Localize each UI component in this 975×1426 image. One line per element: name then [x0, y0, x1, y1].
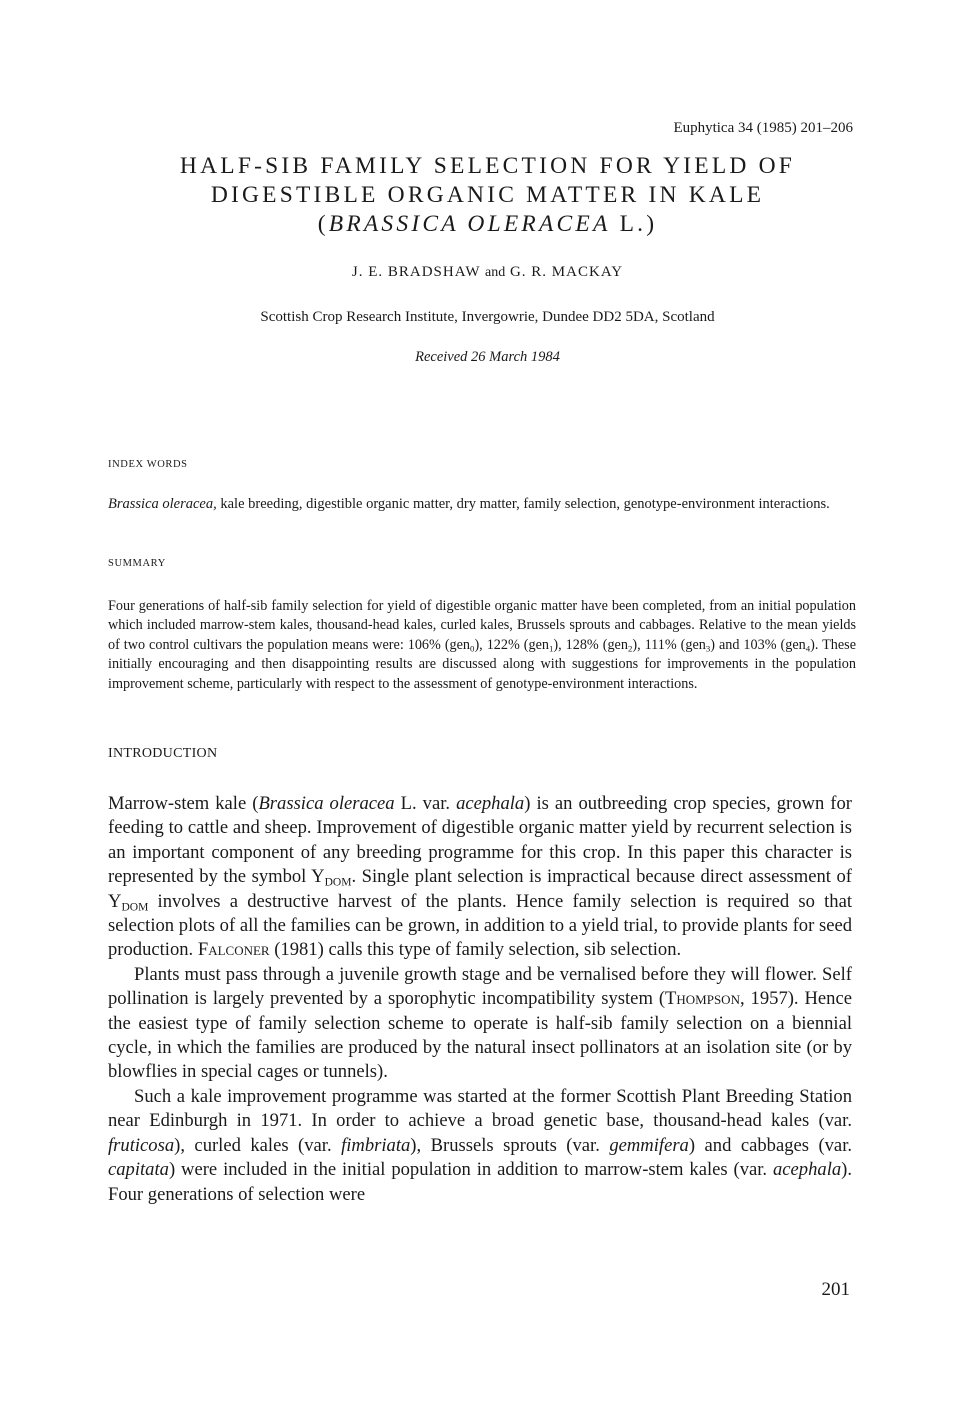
- index-words-list: kale breeding, digestible organic matter, dry matter, family selection, genotype-environment interactions.: [216, 496, 830, 512]
- text-segment: Plants must pass through a juvenile growth stage and be vernalised before they will flower. Self pollination is largely prevented by a sporophytic incompatibility system (: [108, 963, 852, 1010]
- introduction-body: [108, 792, 852, 1207]
- italic-segment: capitata: [108, 1159, 169, 1181]
- paragraph-2: [108, 963, 852, 1085]
- italic-segment: fruticosa: [108, 1134, 175, 1156]
- summary-segment: ), 122% (gen: [474, 636, 549, 653]
- authors: [0, 264, 975, 281]
- index-words-text: [108, 494, 856, 514]
- index-words-species: Brassica oleracea,: [108, 496, 217, 512]
- author-1: J. E. BRADSHAW: [351, 264, 481, 280]
- summary-heading: SUMMARY: [108, 558, 166, 569]
- introduction-heading: INTRODUCTION: [108, 746, 218, 761]
- summary-subscript: 0: [470, 643, 475, 654]
- title-line-3: [0, 210, 975, 239]
- summary-segment: Four generations of half-sib family selection for yield of digestible organic matter have been completed, from an initial population which included marrow-stem kales, thousand-head kales, curled kales, Brussels sprouts and cabbages. Relative to the mean yields of two control cultivars the population means were: 106% (gen: [108, 598, 856, 653]
- text-segment: ) is an outbreeding crop species, grown for feeding to cattle and sheep. Improvement of digestible organic matter yield by recurrent selection is an important component of any breeding programme for this crop. In this paper this character is represented by the symbol Y: [108, 793, 852, 888]
- summary-subscript: 4: [805, 643, 811, 654]
- citation-author: Thompson: [665, 988, 740, 1010]
- title-paren-open: (: [317, 211, 329, 237]
- title-line-2: DIGESTIBLE ORGANIC MATTER IN KALE: [210, 182, 765, 208]
- author-conjunction: and: [485, 265, 506, 280]
- text-segment: , 1957). Hence the easiest type of family selection scheme to operate is half-sib family selection on a biennial cycle, in which the families are produced by the natural insect pollinators at an isolation site (or by blowflies in special cages or tunnels).: [108, 988, 852, 1083]
- text-segment: Marrow-stem kale (: [108, 793, 259, 814]
- italic-segment: gemmifera: [609, 1134, 689, 1156]
- journal-reference: Euphytica 34 (1985) 201–206: [673, 120, 853, 136]
- summary-subscript: 1: [548, 643, 554, 654]
- paper-title: [0, 152, 975, 239]
- italic-segment: fimbriata: [341, 1134, 411, 1156]
- text-segment: involves a destructive harvest of the plants. Hence family selection is required so that selection plots of all the families can be grown, in addition to a yield trial, to provide plants for seed production.: [108, 890, 852, 961]
- italic-segment: acephala: [773, 1159, 842, 1181]
- text-segment: L. var.: [394, 793, 457, 814]
- text-segment: . Single plant selection is impractical because direct assessment of Y: [108, 866, 852, 912]
- title-species: BRASSICA OLERACEA: [328, 211, 611, 237]
- summary-subscript: 3: [705, 643, 711, 654]
- text-segment: ), curled kales (var.: [174, 1134, 342, 1156]
- summary-subscript: 2: [627, 643, 633, 654]
- text-segment: ) were included in the initial population in addition to marrow-stem kales (var.: [168, 1159, 773, 1181]
- text-segment: (1981) calls this type of family selection, sib selection.: [269, 939, 682, 961]
- summary-segment: ), 111% (gen: [632, 636, 706, 653]
- paragraph-1: [108, 792, 852, 963]
- text-segment: ) and cabbages (var.: [688, 1134, 853, 1156]
- text-segment: ), Brussels sprouts (var.: [410, 1134, 610, 1156]
- summary-segment: ). These initially encouraging and then disappointing results are discussed along with suggestions for improvements in the population improvement scheme, particularly with respect to the assessment of genotype-environment interactions.: [108, 636, 856, 692]
- index-words-heading: INDEX WORDS: [108, 459, 188, 470]
- title-paren-close: L.): [610, 211, 658, 237]
- citation-author: Falconer: [197, 939, 270, 961]
- symbol-subscript: DOM: [121, 901, 149, 914]
- italic-segment: acephala: [456, 793, 525, 814]
- summary-segment: ) and 103% (gen: [710, 636, 806, 653]
- symbol-subscript: DOM: [324, 876, 352, 889]
- author-2: G. R. MACKAY: [509, 264, 624, 280]
- affiliation: Scottish Crop Research Institute, Invergowrie, Dundee DD2 5DA, Scotland: [260, 309, 715, 325]
- page-number: 201: [821, 1279, 850, 1300]
- summary-text: [108, 597, 856, 694]
- title-line-1: HALF-SIB FAMILY SELECTION FOR YIELD OF: [179, 153, 796, 179]
- paragraph-3: [108, 1085, 852, 1207]
- received-date: Received 26 March 1984: [415, 349, 560, 365]
- summary-segment: ), 128% (gen: [553, 636, 628, 653]
- italic-segment: Brassica oleracea: [258, 793, 395, 814]
- text-segment: ). Four generations of selection were: [108, 1159, 852, 1205]
- text-segment: Such a kale improvement programme was started at the former Scottish Plant Breeding Station near Edinburgh in 1971. In order to achieve a broad genetic base, thousand-head kales (var.: [108, 1085, 852, 1132]
